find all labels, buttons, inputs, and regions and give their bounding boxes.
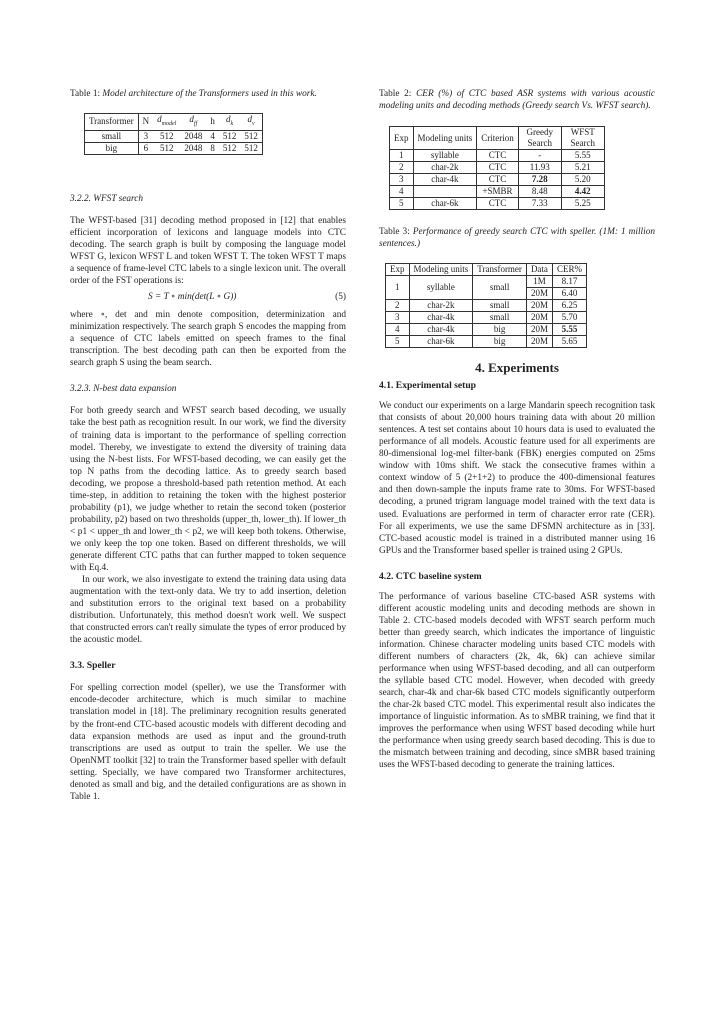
table-row (386, 336, 587, 348)
table-row (390, 150, 605, 162)
table-cell-bold: 5.55 (552, 324, 586, 336)
table-cell: 2 (390, 162, 414, 174)
section-3-2-2-paragraph-1: The WFST-based [31] decoding method proposed in [12] that enables efficient incorporation of lexicons and language models into CTC decoding. The search graph is built by composing the language model WFST G, lexicon WFST L and token WFST T. The token WFST T maps a sequence of frame-level CTC labels to a single lexicon unit. The overall order of the FST operations is: (70, 215, 346, 287)
table-header: Modeling units (409, 264, 473, 276)
table-cell: char-2k (413, 162, 477, 174)
table-cell: 8.17 (552, 276, 586, 288)
table-header: Transformer (473, 264, 527, 276)
table-cell: char-6k (409, 336, 473, 348)
table-header: h (206, 114, 219, 131)
table-cell: 5 (386, 336, 410, 348)
table-cell: 4 (386, 324, 410, 336)
equation-number: (5) (335, 292, 346, 303)
section-3-2-2-paragraph-2: where ∘, det and min denote composition, determinization and minimization respectively. The search graph S encodes the mapping from a sequence of CTC labels emitted on speech frames to the final transcription. The best decoding path can then be exported from the search graph S using the beam search. (70, 310, 346, 369)
table-cell: 512 (240, 130, 262, 142)
section-4-2-paragraph-1: The performance of various baseline CTC-based ASR systems with different acoustic modeling units and decoding methods are shown in Table 2. CTC-based models decoded with WFST search perform much better than greedy search, which indicates the importance of linguistic information. Chinese character modeling units based CTC models with different numbers of characters (2k, 4k, 6k) can achieve similar performance when using WFST-based decoding, and all can outperform the syllable based CTC model. However, when decoded with greedy search, char-4k and char-6k based CTC models significantly outperform the char-2k based CTC model. This experimental result also indicates the importance of linguistic information. As to sMBR training, we find that it improves the performance when using WFST based decoding while hurt the performance when using greedy search based decoding. This is due to the mismatch between training and decoding, since sMBR based training uses the WFST-based decoding to generate the training lattices. (379, 591, 655, 771)
table-cell: 3 (390, 174, 414, 186)
table-cell: 1 (386, 276, 410, 300)
table-cell: small (473, 300, 527, 312)
table-header: Data (526, 264, 552, 276)
table-cell: small (85, 130, 139, 142)
table-row (386, 264, 587, 276)
table-cell: 512 (219, 142, 241, 154)
table-cell: CTC (477, 150, 519, 162)
table-header: Criterion (477, 127, 519, 150)
table1-caption: Table 1: Model architecture of the Transformers used in this work. (70, 89, 317, 99)
table-cell: 512 (153, 130, 180, 142)
table-cell: big (473, 336, 527, 348)
table-cell: 5.21 (561, 162, 604, 174)
table-cell: 5.20 (561, 174, 604, 186)
table-cell: 6 (138, 142, 153, 154)
table-cell: 1 (390, 150, 414, 162)
table-cell: 4 (390, 186, 414, 198)
table2 (389, 126, 605, 210)
table-cell: char-4k (413, 174, 477, 186)
table-row (386, 312, 587, 324)
table-cell: char-4k (409, 312, 473, 324)
table-cell: 2048 (180, 130, 206, 142)
table-row (390, 198, 605, 210)
table3-caption: Table 3: Performance of greedy search CTC with speller. (1M: 1 million sentences.) (379, 227, 655, 249)
table-cell: 7.33 (518, 198, 561, 210)
table-row (390, 162, 605, 174)
equation-5 (70, 291, 346, 305)
table-row (390, 127, 605, 150)
table-cell-bold: 4.42 (561, 186, 604, 198)
table-cell: 6.25 (552, 300, 586, 312)
left-column (70, 88, 346, 803)
table-cell: 512 (240, 142, 262, 154)
table-cell: 1M (526, 276, 552, 288)
table-cell: small (473, 276, 527, 300)
section-4-1-title: 4.1. Experimental setup (379, 380, 477, 392)
table-cell: CTC (477, 174, 519, 186)
table-cell: 5.25 (561, 198, 604, 210)
section-3-3-paragraph-1: For spelling correction model (speller), we use the Transformer with encode-decoder architecture, which is much similar to machine translation model in [18]. The preliminary recognition results generated by the front-end CTC-based acoustic models with different decoding and data expansion methods are used as input and the ground-truth transcriptions are used as output to train the speller. We use the OpenNMT toolkit [32] to train the Transformer based speller with default setting. Specially, we have compared two Transformer architectures, denoted as small and big, and the detailed configurations are as shown in Table 1. (70, 683, 346, 802)
table-row (85, 114, 263, 131)
section-4-1-paragraph-1: We conduct our experiments on a large Mandarin speech recognition task that consists of about 20,000 hours training data with about 20 million sentences. A test set contains about 10 hours data is used to evaluated the performance of all models. Acoustic feature used for all experiments are 80-dimensional log-mel filter-bank (FBK) energies computed on 25ms window with 10ms shift. We stack the consecutive frames within a context window of 5 (2+1+2) to produce the 400-dimensional features and then down-sample the inputs frame rate to 30ms. For WFST-based decoding, a pruned trigram language model trained with the text data is used. Evaluations are performed in term of character error rate (CER). For all experiments, we use the same DFSMN architecture as in [33]. CTC-based acoustic model is trained in a distributed manner using 16 GPUs and the Transformer based speller is trained using 2 GPUs. (379, 401, 655, 556)
table-header: $d_v$ (240, 114, 262, 131)
table-header: Transformer (85, 114, 139, 131)
table-row (386, 276, 587, 288)
table-row (85, 130, 263, 142)
table-cell: 512 (219, 130, 241, 142)
section-3-2-3-title: 3.2.3. N-best data expansion (70, 384, 177, 395)
table-row (390, 186, 605, 198)
table3 (385, 263, 587, 348)
section-4-2-title: 4.2. CTC baseline system (379, 570, 482, 582)
table-row (386, 324, 587, 336)
table-cell: +SMBR (477, 186, 519, 198)
table-header: $d_k$ (219, 114, 241, 131)
table2-caption: Table 2: CER (%) of CTC based ASR systems with various acoustic modeling units and decoding methods (Greedy search Vs. WFST search). (379, 89, 656, 111)
table-header: WFST Search (561, 127, 604, 150)
table-cell: 4 (206, 130, 219, 142)
right-column (379, 88, 655, 771)
table-header: N (138, 114, 153, 131)
table-cell: 3 (386, 312, 410, 324)
table-cell: 20M (526, 324, 552, 336)
table-cell: 6.40 (552, 288, 586, 300)
table-cell: 5.65 (552, 336, 586, 348)
table-cell: 20M (526, 336, 552, 348)
table-cell: char-2k (409, 300, 473, 312)
table-row (386, 300, 587, 312)
table-cell-bold: 7.28 (518, 174, 561, 186)
table-cell: CTC (477, 162, 519, 174)
section-3-2-2-title: 3.2.2. WFST search (70, 193, 144, 204)
table-cell: 2048 (180, 142, 206, 154)
section-3-2-3-paragraph-1: For both greedy search and WFST search based decoding, we usually take the best path as recognition result. In our work, we find the diversity of training data is important to the performance of spelling correction model. Thereby, we investigate to extend the diversity of training data using the N-best lists. For WFST-based decoding, we can easily get the top N paths from the decoding lattice. As to greedy search based decoding, we propose a threshold-based path retention method. At each time-step, in addition to retaining the token with the highest posterior probability (p1), we judge whether to retain the second token (posterior probability, p2) based on two thresholds (upper_th, lower_th). If lower_th < p1 < upper_th and lower_th < p2, we will keep both tokens. Otherwise, we only keep the top one token. Based on different thresholds, we will generate different CTC paths that can further mapped to token sequence with Eq.4. (70, 406, 346, 574)
table-header: CER% (552, 264, 586, 276)
table-cell: char-4k (409, 324, 473, 336)
table-cell: syllable (413, 150, 477, 162)
table-header: Exp (386, 264, 410, 276)
table-cell: 512 (153, 142, 180, 154)
table-header: $d_{model}$ (153, 114, 180, 131)
table-cell: big (473, 324, 527, 336)
table-row (390, 174, 605, 186)
table-cell: big (85, 142, 139, 154)
section-4-title: 4. Experiments (475, 360, 559, 375)
section-3-2-3-paragraph-2: In our work, we also investigate to extend the training data using data augmentation with the text-only data. We try to add insertion, deletion and substitution errors to the original text based on a probability distribution. Unfortunately, this method doesn't work well. We suspect that constructed errors can't really simulate the types of error produced by the acoustic model. (70, 575, 346, 646)
table-header: Exp (390, 127, 414, 150)
table-cell: 20M (526, 288, 552, 300)
table-cell: 8 (206, 142, 219, 154)
table-cell: 5.70 (552, 312, 586, 324)
table-cell: small (473, 312, 527, 324)
table1 (84, 113, 263, 155)
table-cell: char-6k (413, 198, 477, 210)
table-cell: 5.55 (561, 150, 604, 162)
table-cell: - (518, 150, 561, 162)
table-row (85, 142, 263, 154)
table-header: Greedy Search (518, 127, 561, 150)
table-cell (413, 186, 477, 198)
table-cell: syllable (409, 276, 473, 300)
equation-text: S = T ∘ min(det(L ∘ G)) (148, 292, 237, 303)
table-cell: 20M (526, 312, 552, 324)
table-cell: 8.48 (518, 186, 561, 198)
table-cell: 20M (526, 300, 552, 312)
table-cell: 3 (138, 130, 153, 142)
table-cell: 2 (386, 300, 410, 312)
table-cell: 11.93 (518, 162, 561, 174)
table-header: Modeling units (413, 127, 477, 150)
table-cell: CTC (477, 198, 519, 210)
table-cell: 5 (390, 198, 414, 210)
section-3-3-title: 3.3. Speller (70, 660, 116, 672)
table-header: $d_{ff}$ (180, 114, 206, 131)
